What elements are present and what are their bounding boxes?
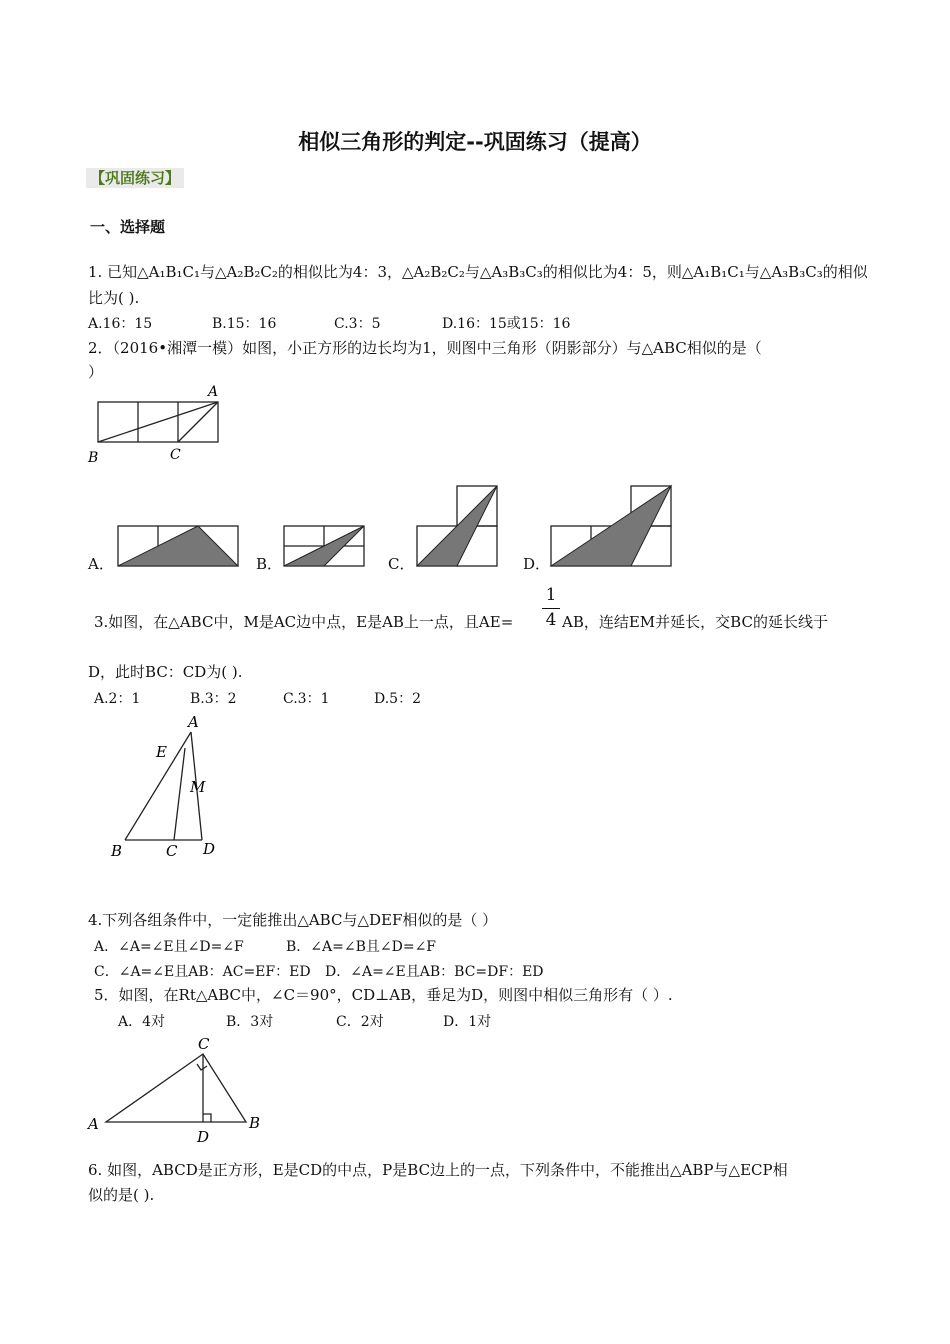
q3-figure [104, 708, 234, 864]
q2-text-line2: ） [88, 363, 104, 381]
q5-option-a: A．4对 [118, 1014, 166, 1030]
q2-option-a-shaded-triangle [118, 526, 238, 566]
q5-option-d: D．1对 [443, 1014, 492, 1030]
q1-option-a: A.16：15 [88, 316, 153, 332]
q2-label-a: A [208, 384, 219, 400]
q5-option-b: B．3对 [226, 1014, 274, 1030]
page-title: 相似三角形的判定--巩固练习（提高） [298, 130, 652, 154]
q3-label-m: M [190, 778, 206, 796]
q3-label-b: B [111, 842, 123, 860]
q3-option-b: B.3：2 [190, 691, 237, 707]
q4-option-a: A．∠A=∠E且∠D=∠F [94, 939, 244, 955]
q2-option-c: C． [388, 555, 415, 573]
q2-text-line1: 2．（2016•湘潭一模）如图，小正方形的边长均为1，则图中三角形（阴影部分）与△ABC相似的是（ [88, 339, 762, 357]
q1-option-c: C.3：5 [334, 316, 381, 332]
q4-option-b: B．∠A=∠B且∠D=∠F [286, 939, 437, 955]
q3-fraction-bar [542, 608, 560, 609]
q2-option-a: A． [88, 555, 114, 573]
q2-option-d-figure [548, 484, 676, 570]
q5-option-c: C．2对 [336, 1014, 384, 1030]
q3-fraction-denominator: 4 [545, 610, 557, 630]
q4-text-line1: 4.下列各组条件中，一定能推出△ABC与△DEF相似的是（ ） [88, 911, 498, 929]
q3-fraction-numerator: 1 [545, 585, 557, 605]
q2-option-c-figure [414, 484, 502, 570]
q6-text-line1: 6. 如图，ABCD是正方形，E是CD的中点，P是BC边上的一点，下列条件中，不能推出△ABP与△ECP相 [88, 1161, 788, 1179]
q3-option-d: D.5：2 [374, 691, 421, 707]
q1-text-line1: 1. 已知△A₁B₁C₁与△A₂B₂C₂的相似比为4：3，△A₂B₂C₂与△A₃B₃C₃的相似比为4：5，则△A₁B₁C₁与△A₃B₃C₃的相似 [88, 263, 868, 281]
q2-option-d: D． [523, 555, 551, 573]
q5-label-a: A [88, 1115, 99, 1133]
q2-option-b: B． [256, 555, 283, 573]
q3-segment-ca [174, 748, 185, 840]
q5-text-line1: 5．如图，在Rt△ABC中，∠C＝90°，CD⊥AB，垂足为D，则图中相似三角形有（ ）. [94, 986, 673, 1004]
q5-triangle-abc [106, 1054, 246, 1122]
q2-main-figure [84, 378, 234, 468]
section-tag: 【巩固练习】 [86, 168, 184, 188]
q2-segment-ab [98, 402, 218, 442]
q3-label-a: A [188, 713, 199, 731]
q3-label-d: D [203, 840, 216, 858]
q3-label-c: C [166, 842, 178, 860]
q3-text-line1a: 3.如图，在△ABC中，M是AC边中点，E是AB上一点，且AE= [94, 613, 514, 631]
q3-text-line2: D，此时BC：CD为( ). [88, 663, 243, 681]
q2-label-b: B [88, 450, 99, 466]
q5-right-angle-d [203, 1114, 211, 1122]
q2-option-a-figure [116, 523, 242, 571]
q5-label-c: C [198, 1035, 210, 1053]
q1-option-b: B.15：16 [212, 316, 277, 332]
section-heading: 一、选择题 [90, 218, 166, 236]
q2-label-c: C [170, 447, 181, 463]
q3-label-e: E [156, 743, 167, 761]
q3-option-c: C.3：1 [283, 691, 330, 707]
q5-label-d: D [197, 1128, 210, 1146]
q1-option-d: D.16：15或15：16 [442, 316, 571, 332]
q6-text-line2: 似的是( ). [88, 1186, 155, 1204]
q4-option-d: D．∠A=∠E且AB：BC=DF：ED [325, 964, 544, 980]
q5-label-b: B [249, 1114, 261, 1132]
q3-option-a: A.2：1 [94, 691, 141, 707]
q5-right-angle-c [197, 1064, 207, 1070]
q5-figure [84, 1030, 270, 1148]
q4-option-c: C．∠A=∠E且AB：AC=EF：ED [94, 964, 311, 980]
q2-option-b-figure [282, 523, 368, 571]
q3-text-line1b: AB，连结EM并延长，交BC的延长线于 [562, 613, 828, 631]
q1-text-line2: 比为( ). [88, 289, 140, 307]
